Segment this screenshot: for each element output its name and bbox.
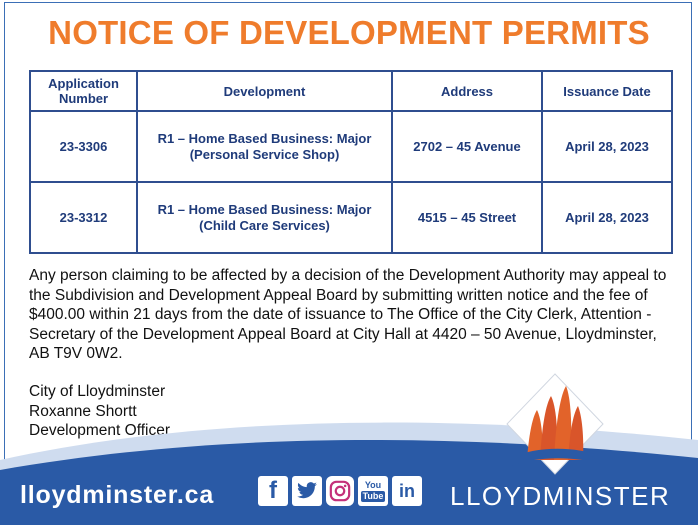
instagram-camera-glyph <box>329 480 351 502</box>
table-row <box>30 111 672 182</box>
cell-application-number: 23-3312 <box>30 182 137 253</box>
development-use: (Child Care Services) <box>199 217 330 233</box>
cell-development <box>137 182 392 253</box>
facebook-icon[interactable] <box>258 476 288 506</box>
header-issuance-date: Issuance Date <box>542 71 672 111</box>
cell-issuance-date: April 28, 2023 <box>542 111 672 182</box>
signature-name: Roxanne Shortt <box>29 402 137 420</box>
facebook-glyph: f <box>269 477 277 504</box>
cell-application-number: 23-3306 <box>30 111 137 182</box>
header-address: Address <box>392 71 542 111</box>
development-type: R1 – Home Based Business: Major <box>157 201 372 217</box>
development-use: (Personal Service Shop) <box>189 146 340 162</box>
table-header-row <box>30 71 672 111</box>
youtube-tube-text: Tube <box>362 490 384 501</box>
twitter-icon[interactable] <box>292 476 322 506</box>
signature-organization: City of Lloydminster <box>29 383 166 400</box>
social-media-icons <box>258 476 422 506</box>
youtube-icon[interactable] <box>358 476 388 506</box>
youtube-you-text: You <box>364 479 382 490</box>
page-title: NOTICE OF DEVELOPMENT PERMITS <box>48 14 650 51</box>
twitter-bird-glyph <box>296 482 318 500</box>
header-application-number: Application Number <box>30 71 137 111</box>
appeal-notice-paragraph: Any person claiming to be affected by a decision of the Development Authority may appeal to the Subdivision and Development Appeal Board by submitting written notice and the fee of $400.00 within 21 days from the date of issuance to The Office of the City Clerk, Attention - Secretary of the Development Appeal Board at City Hall at 4420 – 50 Avenue, Lloydminster, AB T9V 0W2. <box>29 267 667 362</box>
linkedin-glyph: in <box>399 480 415 501</box>
header-development: Development <box>137 71 392 111</box>
signature-position: Development Officer <box>29 422 170 439</box>
cell-address: 2702 – 45 Avenue <box>392 111 542 182</box>
lloydminster-wordmark: LLOYDMINSTER <box>450 481 671 511</box>
permits-table <box>29 70 673 254</box>
linkedin-icon[interactable] <box>392 476 422 506</box>
cell-development <box>137 111 392 182</box>
website-link[interactable]: lloydminster.ca <box>20 481 215 509</box>
instagram-icon[interactable] <box>326 476 354 506</box>
cell-issuance-date: April 28, 2023 <box>542 182 672 253</box>
table-row <box>30 182 672 253</box>
cell-address: 4515 – 45 Street <box>392 182 542 253</box>
development-type: R1 – Home Based Business: Major <box>157 130 372 146</box>
lloydminster-logo-mark <box>505 372 605 477</box>
